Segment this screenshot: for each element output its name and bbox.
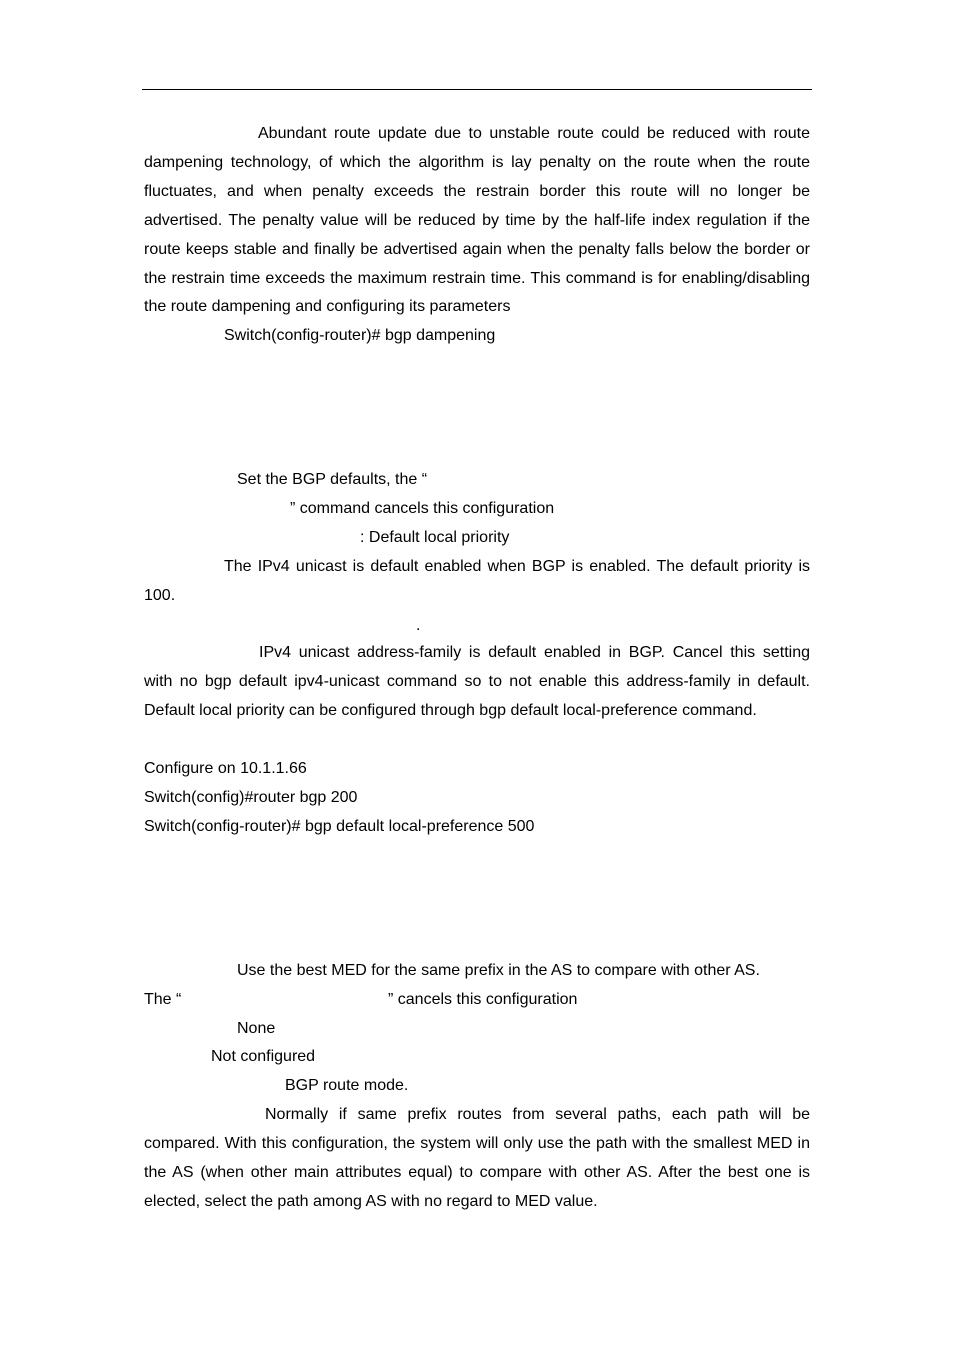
default-function: Set the BGP defaults, the “ [237, 471, 428, 488]
med-usage-guide: Normally if same prefix routes from several paths, each path will be compared. With this configuration, the system will only use the path with the smallest MED in the AS (when other main attributes equal) to compare with other AS. After the best one is elected, select the path among AS with no regard to MED value. [144, 1106, 810, 1210]
default-mode: . [416, 617, 421, 634]
dampening-usage-guide: Abundant route update due to unstable route could be reduced with route dampening technology, of which the algorithm is lay penalty on the route when the route fluctuates, and when penalty exceeds the restrain border this route will no longer be advertised. The penalty value will be reduced by time by the half-life index regulation if the route keeps stable and finally be advertised again when the penalty falls below the border or the restrain time exceeds the maximum restrain time. This command is for enabling/disabling the route dampening and configuring its parameters [144, 125, 810, 316]
default-parameter: : Default local priority [360, 529, 510, 546]
default-function-cont: ” command cancels this configuration [290, 500, 555, 517]
dampening-example: Switch(config-router)# bgp dampening [224, 327, 496, 344]
default-example-line-3: Switch(config-router)# bgp default local-preference 500 [144, 818, 535, 835]
default-default: The IPv4 unicast is default enabled when BGP is enabled. The default priority is 100. [144, 558, 810, 604]
med-function-part-2: The “ [144, 991, 182, 1008]
default-example-line-1: Configure on 10.1.1.66 [144, 760, 307, 777]
med-parameter: None [237, 1020, 276, 1037]
med-default: Not configured [211, 1048, 316, 1065]
default-example-line-2: Switch(config)#router bgp 200 [144, 789, 358, 806]
med-function-part-1: Use the best MED for the same prefix in the AS to compare with other AS. [237, 962, 760, 979]
med-function-cont: ” cancels this configuration [388, 991, 578, 1008]
med-mode: BGP route mode. [285, 1077, 409, 1094]
default-usage-guide: IPv4 unicast address-family is default enabled in BGP. Cancel this setting with no bgp default ipv4-unicast command so to not enable this address-family in default. Default local priority can be configured through bgp default local-preference command. [144, 644, 810, 719]
header-rule [142, 89, 812, 90]
